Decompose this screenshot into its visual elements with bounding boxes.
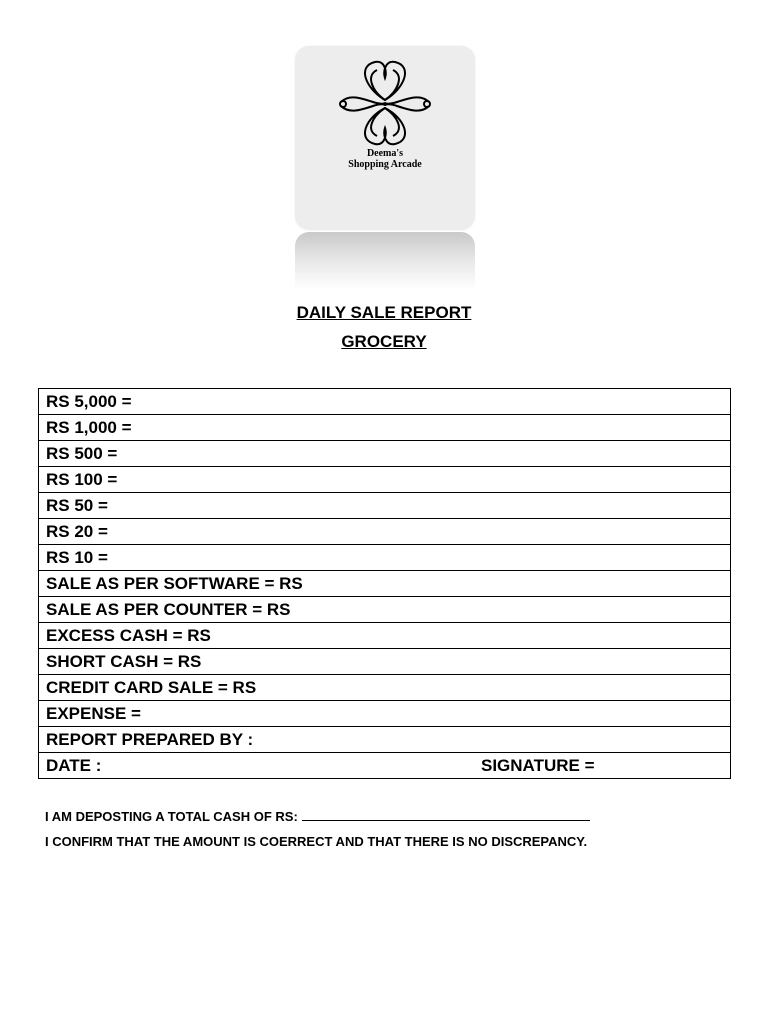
table-row: [39, 519, 731, 545]
table-row: [39, 415, 731, 441]
row-label: CREDIT CARD SALE = RS: [39, 675, 731, 701]
row-label: EXCESS CASH = RS: [39, 623, 731, 649]
deposit-amount-blank: [302, 808, 590, 821]
table-row: [39, 441, 731, 467]
deposit-statement: [45, 808, 590, 824]
table-row: [39, 675, 731, 701]
row-label: RS 100 =: [39, 467, 731, 493]
report-subtitle: GROCERY: [341, 332, 427, 351]
table-row: [39, 493, 731, 519]
row-label: RS 10 =: [39, 545, 731, 571]
date-signature-cell: [39, 753, 731, 779]
row-label: SALE AS PER SOFTWARE = RS: [39, 571, 731, 597]
row-label: RS 50 =: [39, 493, 731, 519]
row-label: RS 20 =: [39, 519, 731, 545]
table-row: [39, 649, 731, 675]
logo-card: [295, 46, 475, 230]
logo-reflection: [295, 232, 475, 290]
logo-tagline: Shopping Arcade: [348, 159, 422, 170]
table-row: [39, 701, 731, 727]
confirm-statement: I CONFIRM THAT THE AMOUNT IS COERRECT AND THAT THERE IS NO DISCREPANCY.: [45, 834, 588, 849]
row-label: RS 5,000 =: [39, 389, 731, 415]
ornament-logo-icon: [335, 58, 435, 148]
date-label: DATE :: [46, 756, 102, 775]
row-label: EXPENSE =: [39, 701, 731, 727]
row-label: SALE AS PER COUNTER = RS: [39, 597, 731, 623]
table-row: [39, 597, 731, 623]
table-row: [39, 467, 731, 493]
table-row: [39, 571, 731, 597]
row-label: REPORT PREPARED BY :: [39, 727, 731, 753]
deposit-text: I AM DEPOSTING A TOTAL CASH OF RS:: [45, 809, 298, 824]
row-label: RS 1,000 =: [39, 415, 731, 441]
table-row: [39, 389, 731, 415]
table-row: [39, 545, 731, 571]
row-label: RS 500 =: [39, 441, 731, 467]
row-label: SHORT CASH = RS: [39, 649, 731, 675]
signature-label: SIGNATURE =: [481, 756, 595, 775]
report-title: DAILY SALE REPORT: [296, 303, 472, 322]
logo-name: Deema's: [366, 148, 404, 159]
table-row: [39, 727, 731, 753]
table-row: [39, 623, 731, 649]
table-row-date-signature: [39, 753, 731, 779]
report-table: [38, 388, 731, 779]
